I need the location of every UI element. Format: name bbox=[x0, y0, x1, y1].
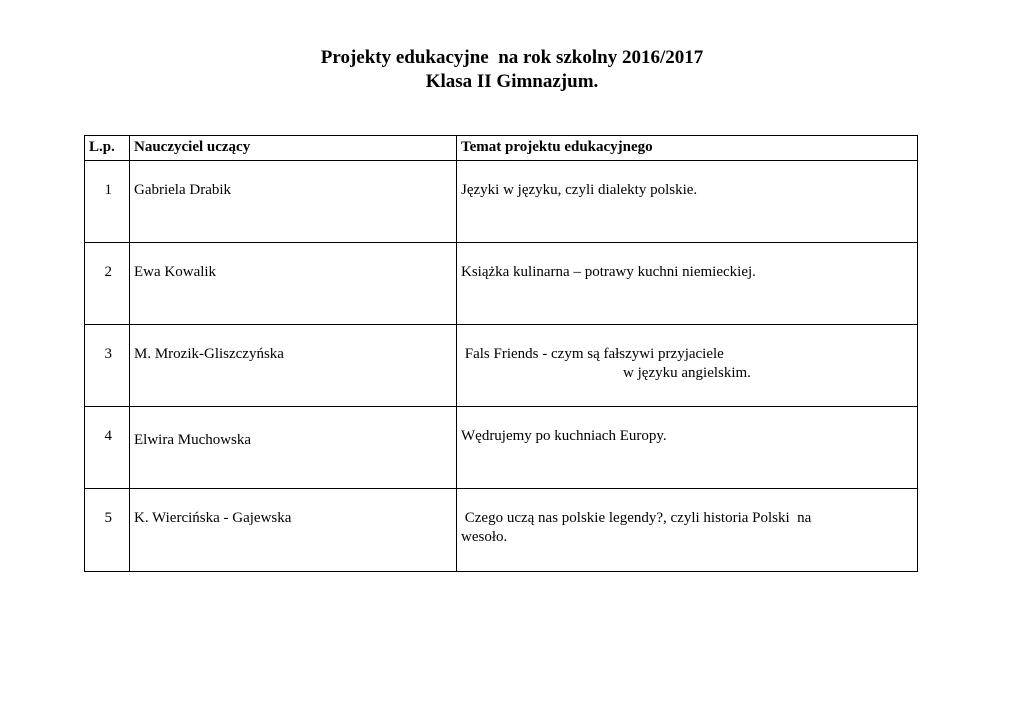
project-topic-line-1: Fals Friends - czym są fałszywi przyjaciele bbox=[461, 346, 724, 362]
row-number: 2 bbox=[85, 243, 130, 325]
row-number: 4 bbox=[85, 407, 130, 489]
row-number: 5 bbox=[85, 489, 130, 572]
header-topic: Temat projektu edukacyjnego bbox=[457, 136, 918, 161]
project-topic-line-2: wesoło. bbox=[461, 529, 508, 545]
table-row bbox=[85, 243, 918, 325]
table-row bbox=[85, 489, 918, 572]
teacher-name bbox=[130, 407, 457, 489]
project-topic: Języki w języku, czyli dialekty polskie. bbox=[457, 161, 918, 243]
table-header-row bbox=[85, 136, 918, 161]
project-topic-line-2: w języku angielskim. bbox=[623, 365, 751, 381]
table-row bbox=[85, 161, 918, 243]
header-lp: L.p. bbox=[85, 136, 130, 161]
row-number: 1 bbox=[85, 161, 130, 243]
teacher-name: K. Wiercińska - Gajewska bbox=[130, 489, 457, 572]
project-topic: Książka kulinarna – potrawy kuchni niemieckiej. bbox=[457, 243, 918, 325]
title-line-2: Klasa II Gimnazjum. bbox=[425, 71, 599, 92]
table-row bbox=[85, 325, 918, 407]
teacher-name: Gabriela Drabik bbox=[130, 161, 457, 243]
projects-table bbox=[84, 135, 918, 572]
row-number: 3 bbox=[85, 325, 130, 407]
project-topic: Wędrujemy po kuchniach Europy. bbox=[457, 407, 918, 489]
title-line-1: Projekty edukacyjne na rok szkolny 2016/2017 bbox=[320, 47, 704, 68]
table-row bbox=[85, 407, 918, 489]
project-topic bbox=[457, 489, 918, 572]
header-teacher: Nauczyciel uczący bbox=[130, 136, 457, 161]
project-topic-line-1: Czego uczą nas polskie legendy?, czyli historia Polski na bbox=[461, 510, 812, 526]
document-title bbox=[0, 46, 1024, 94]
teacher-name: Ewa Kowalik bbox=[130, 243, 457, 325]
teacher-name-text: Elwira Muchowska bbox=[134, 432, 252, 448]
teacher-name: M. Mrozik-Gliszczyńska bbox=[130, 325, 457, 407]
project-topic bbox=[457, 325, 918, 407]
